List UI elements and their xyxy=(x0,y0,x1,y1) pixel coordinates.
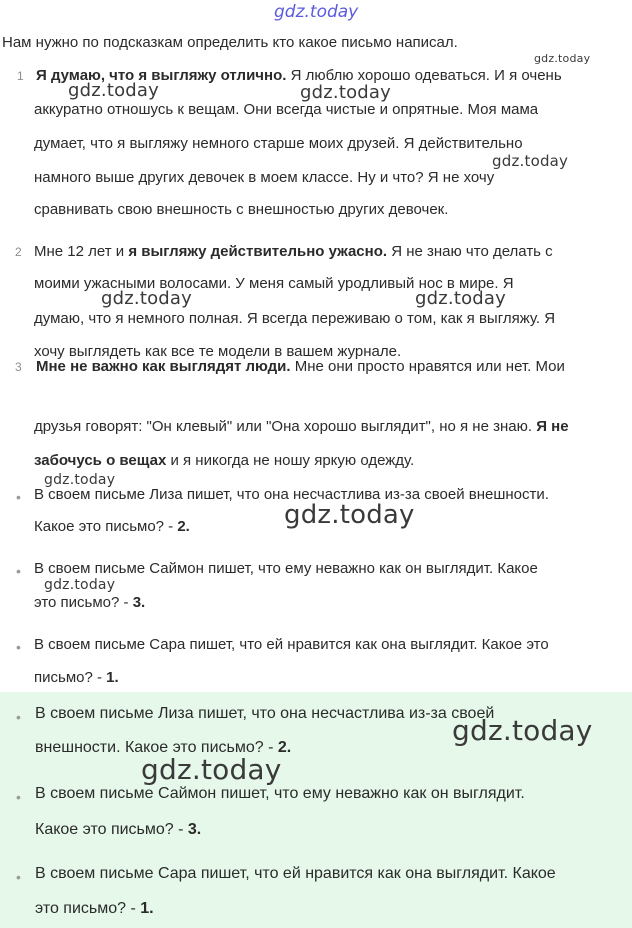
answer-highlight-2-line-1: В своем письме Саймон пишет, что ему неважно как он выглядит. xyxy=(35,785,525,802)
watermark: gdz.today xyxy=(141,753,282,786)
letter-1-line-1: Я думаю, что я выгляжу отлично. Я люблю хорошо одеваться. И я очень xyxy=(36,67,562,84)
letter-2-line-4: хочу выглядеть как все те модели в вашем журнале. xyxy=(34,343,402,360)
letter-2-line-2: моими ужасными волосами. У меня самый уродливый нос в мире. Я xyxy=(34,275,514,292)
answer-2-line-2: это письмо? - 3. xyxy=(34,594,146,611)
answer-1-line-1: В своем письме Лиза пишет, что она несчастлива из-за своей внешности. xyxy=(34,486,549,503)
bullet-icon: • xyxy=(16,709,21,725)
watermark: gdz.today xyxy=(44,577,116,593)
answer-2-line-1: В своем письме Саймон пишет, что ему неважно как он выглядит. Какое xyxy=(34,560,538,577)
watermark: gdz.today xyxy=(68,80,160,101)
watermark: gdz.today xyxy=(452,714,593,747)
watermark: gdz.today xyxy=(44,472,116,488)
letter-3-line-2: друзья говорят: "Он клевый" или "Она хорошо выглядит", но я не знаю. Я не xyxy=(34,418,569,435)
watermark: gdz.today xyxy=(300,82,392,103)
watermark: gdz.today xyxy=(415,288,507,309)
bullet-icon: • xyxy=(16,789,21,805)
letter-2-line-3: думаю, что я немного полная. Я всегда переживаю о том, как я выгляжу. Я xyxy=(34,310,556,327)
letter-1-line-3: думает, что я выгляжу немного старше моих друзей. Я действительно xyxy=(34,135,523,152)
answer-highlight-1-line-1: В своем письме Лиза пишет, что она несчастлива из-за своей xyxy=(35,705,495,722)
letter-number: 3 xyxy=(15,360,22,374)
letter-1-line-4: намного выше других девочек в моем классе. Ну и что? Я не хочу xyxy=(34,169,495,186)
bullet-icon: • xyxy=(16,639,21,655)
intro-text: Нам нужно по подсказкам определить кто какое письмо написал. xyxy=(2,34,458,51)
letter-2-line-1: Мне 12 лет и я выгляжу действительно ужасно. Я не знаю что делать с xyxy=(34,243,553,260)
answer-highlight-3-line-1: В своем письме Сара пишет, что ей нравится как она выглядит. Какое xyxy=(35,865,556,882)
answer-1-line-2: Какое это письмо? - 2. xyxy=(34,518,190,535)
bullet-icon: • xyxy=(16,563,21,579)
watermark: gdz.today xyxy=(101,288,193,309)
watermark: gdz.today xyxy=(284,500,415,530)
letter-1-line-5: сравнивать свою внешность с внешностью других девочек. xyxy=(34,201,449,218)
site-logo: gdz.today xyxy=(274,2,359,22)
answer-highlight-1-line-2: внешности. Какое это письмо? - 2. xyxy=(35,739,292,756)
answer-3-line-2: письмо? - 1. xyxy=(34,669,119,686)
watermark: gdz.today xyxy=(534,52,591,65)
letter-number: 2 xyxy=(15,245,22,259)
letter-3-line-1: Мне не важно как выглядят люди. Мне они просто нравятся или нет. Мои xyxy=(36,358,565,375)
letter-1-line-2: аккуратно отношусь к вещам. Они всегда чистые и опрятные. Моя мама xyxy=(34,101,539,118)
bullet-icon: • xyxy=(16,869,21,885)
bullet-icon: • xyxy=(16,489,21,505)
letter-3-line-3: забочусь о вещах и я никогда не ношу яркую одежду. xyxy=(34,452,415,469)
watermark: gdz.today xyxy=(492,152,569,170)
answer-3-line-1: В своем письме Сара пишет, что ей нравится как она выглядит. Какое это xyxy=(34,636,549,653)
answer-highlight-2-line-2: Какое это письмо? - 3. xyxy=(35,821,202,838)
letter-number: 1 xyxy=(17,69,24,83)
answer-highlight-3-line-2: это письмо? - 1. xyxy=(35,900,154,917)
